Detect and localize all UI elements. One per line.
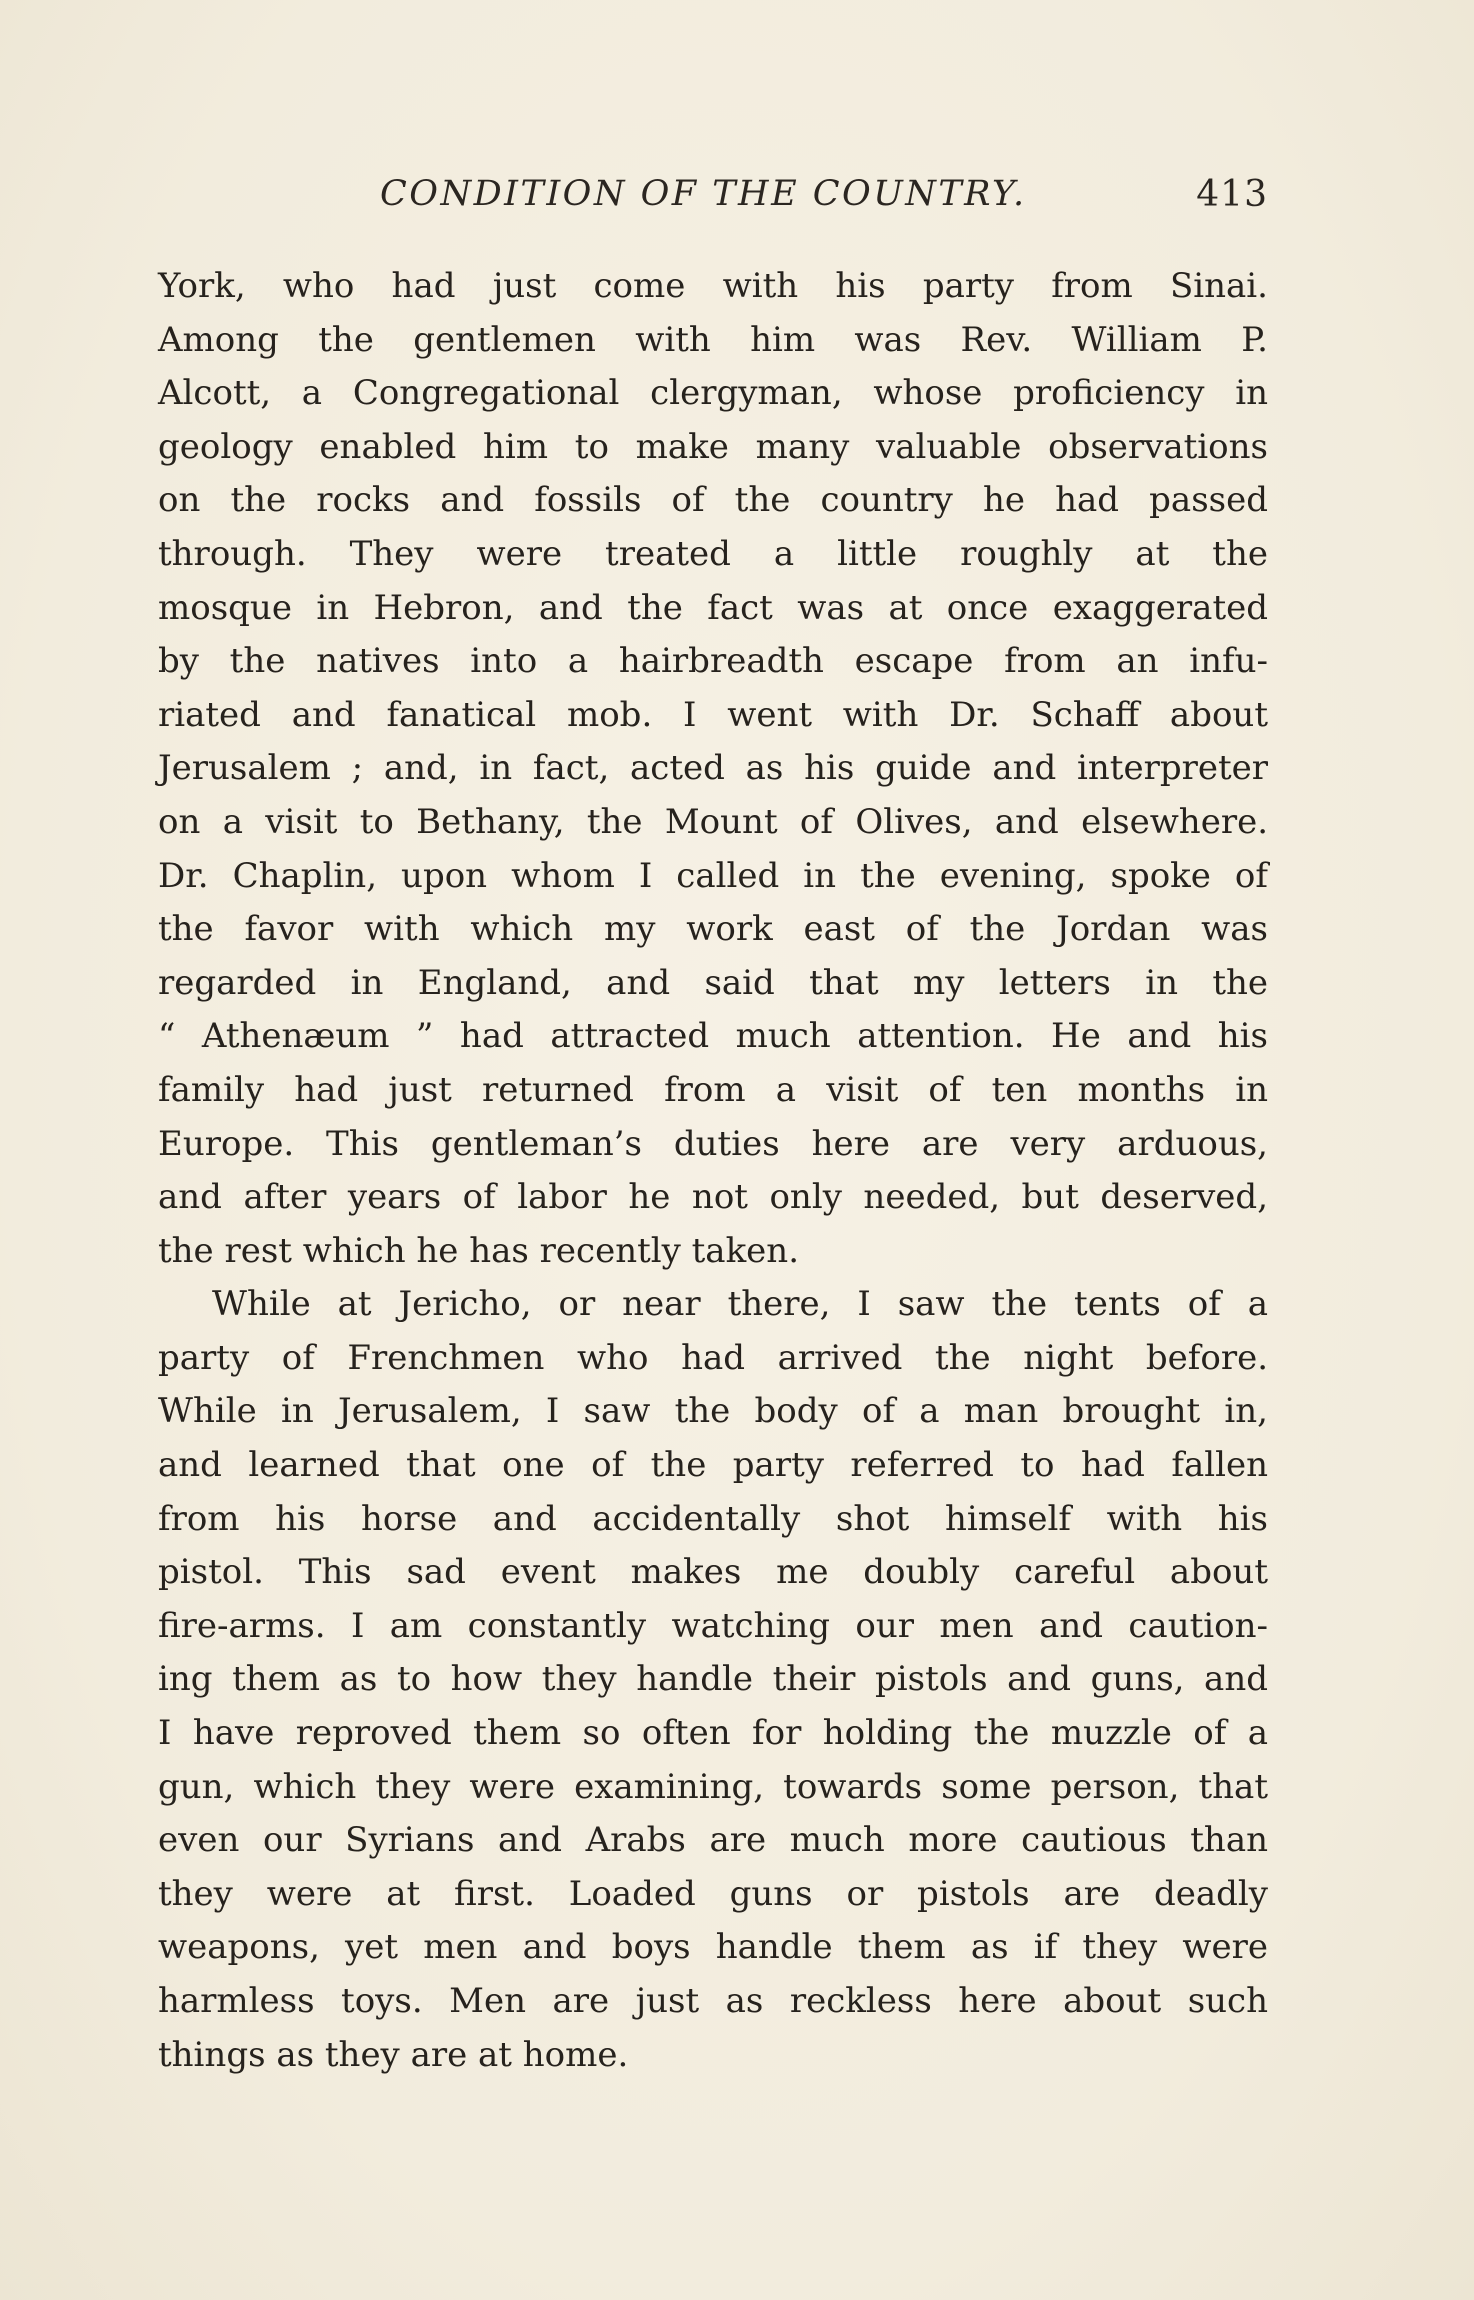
text-line: they were at first. Loaded guns or pistols are deadly	[158, 1873, 1268, 1914]
paragraph-first-line: While at Jericho, or near there, I saw the tents of a	[212, 1284, 1268, 1325]
paragraph-last-line: the rest which he has recently taken.	[158, 1230, 800, 1271]
text-line: While in Jerusalem, I saw the body of a man brought in,	[158, 1391, 1268, 1432]
text-line: I have reproved them so often for holding the muzzle of a	[158, 1713, 1268, 1754]
running-head: CONDITION OF THE COUNTRY.	[380, 174, 1027, 214]
text-line: by the natives into a hairbreadth escape from an infu-	[158, 641, 1268, 682]
text-line: on a visit to Bethany, the Mount of Olives, and elsewhere.	[158, 801, 1268, 842]
text-line: riated and fanatical mob. I went with Dr. Schaff about	[158, 694, 1268, 735]
page-header	[158, 170, 1268, 230]
text-line: weapons, yet men and boys handle them as if they were	[158, 1927, 1268, 1968]
body-text	[158, 260, 1268, 2082]
text-line: geology enabled him to make many valuable observations	[158, 426, 1268, 467]
text-line: York, who had just come with his party from Sinai.	[158, 266, 1268, 306]
text-line: Among the gentlemen with him was Rev. William P.	[158, 319, 1268, 360]
text-line: Alcott, a Congregational clergyman, whose proficiency in	[158, 373, 1268, 414]
text-line: gun, which they were examining, towards some person, that	[158, 1766, 1268, 1807]
text-line: the favor with which my work east of the Jordan was	[158, 909, 1268, 950]
text-line: ing them as to how they handle their pistols and guns, and	[158, 1659, 1268, 1700]
text-line: on the rocks and fossils of the country he had passed	[158, 480, 1268, 521]
text-line: and learned that one of the party referred to had fallen	[158, 1445, 1268, 1486]
text-line: regarded in England, and said that my letters in the	[158, 962, 1268, 1003]
text-line: and after years of labor he not only needed, but deserved,	[158, 1177, 1268, 1218]
page-number: 413	[1196, 174, 1268, 215]
text-line: fire-arms. I am constantly watching our men and caution-	[158, 1605, 1268, 1646]
text-line: even our Syrians and Arabs are much more cautious than	[158, 1820, 1268, 1861]
text-line: Dr. Chaplin, upon whom I called in the evening, spoke of	[158, 855, 1268, 896]
text-line: from his horse and accidentally shot himself with his	[158, 1498, 1268, 1539]
text-line: family had just returned from a visit of ten months in	[158, 1069, 1268, 1110]
text-line: pistol. This sad event makes me doubly careful about	[158, 1552, 1268, 1593]
text-line: “ Athenæum ” had attracted much attention. He and his	[158, 1016, 1268, 1057]
text-line: harmless toys. Men are just as reckless here about such	[158, 1981, 1268, 2021]
text-line: through. They were treated a little roughly at the	[158, 533, 1268, 574]
text-line: mosque in Hebron, and the fact was at once exaggerated	[158, 587, 1268, 628]
paragraph-last-line: things as they are at home.	[158, 2034, 629, 2075]
text-line: Jerusalem ; and, in fact, acted as his guide and interpreter	[158, 748, 1268, 789]
text-line: Europe. This gentleman’s duties here are very arduous,	[158, 1123, 1268, 1164]
text-line: party of Frenchmen who had arrived the night before.	[158, 1337, 1268, 1378]
